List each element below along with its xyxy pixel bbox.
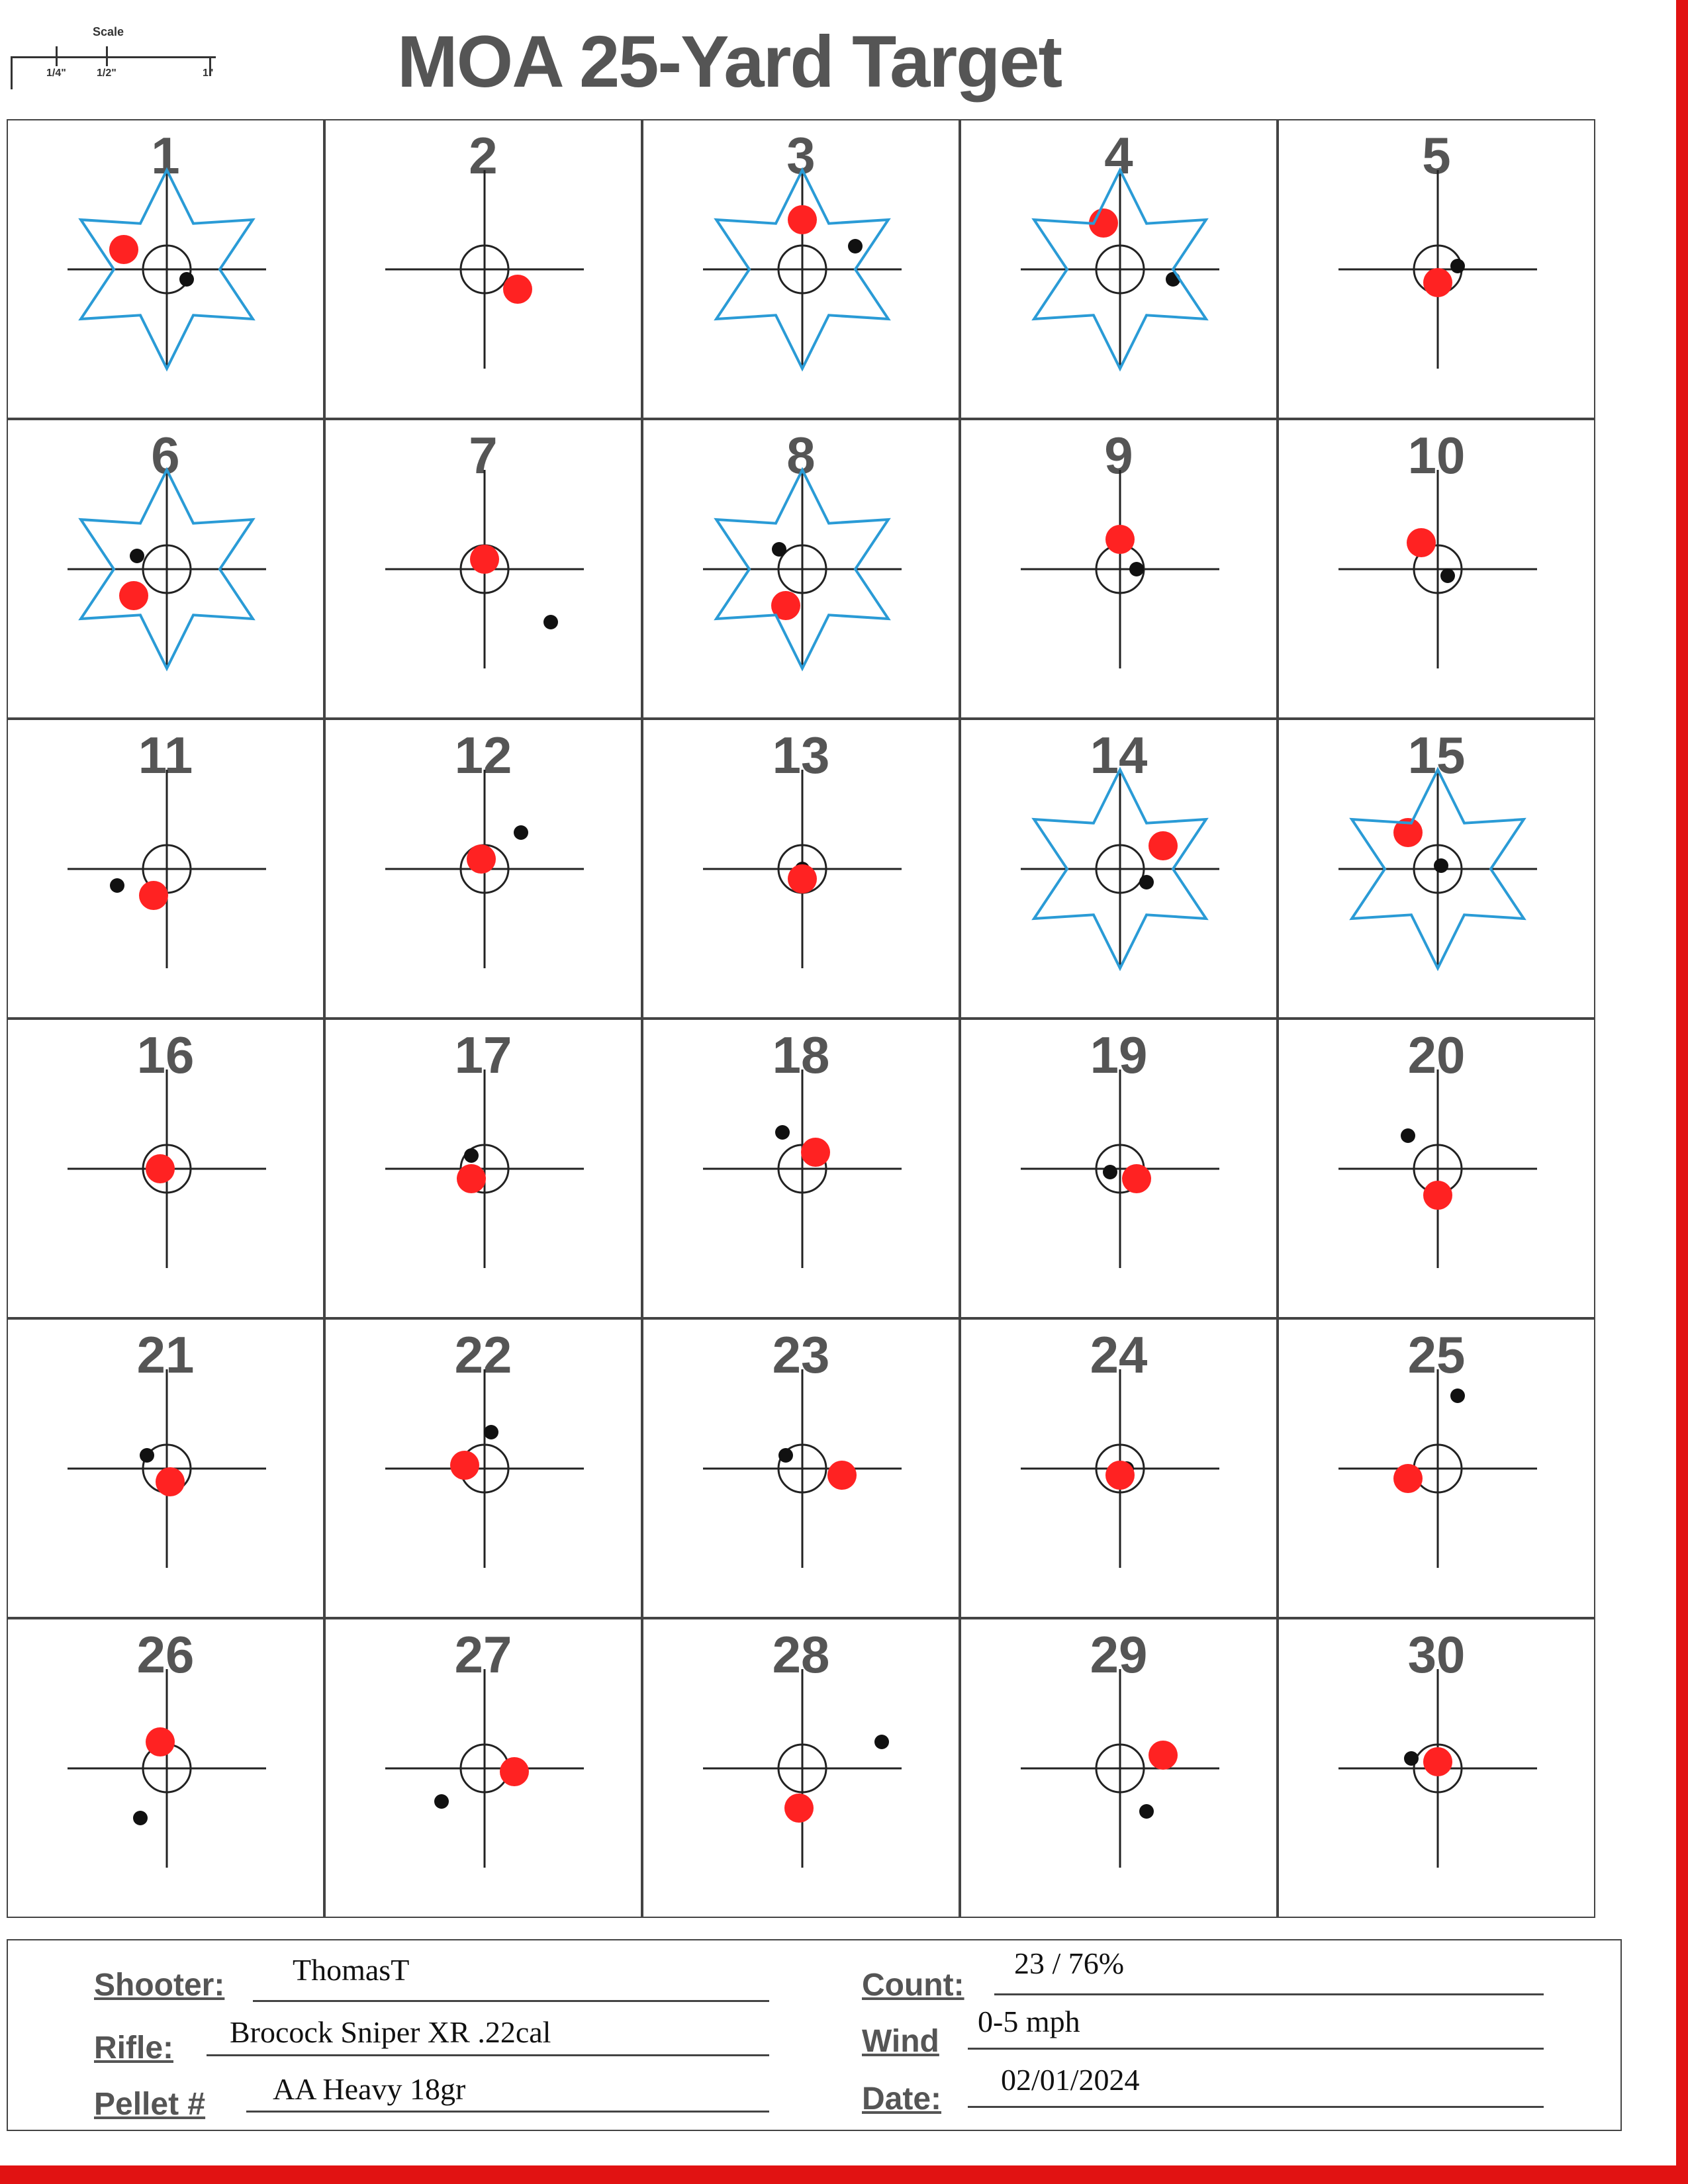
red-hit-marker xyxy=(470,545,499,574)
red-hit-marker xyxy=(1407,528,1436,557)
target-number: 12 xyxy=(454,726,512,784)
red-border-right xyxy=(1676,0,1688,2184)
crosshair-target xyxy=(1279,1619,1597,1919)
red-hit-marker xyxy=(1122,1164,1151,1193)
red-hit-marker xyxy=(467,844,496,874)
target-number: 30 xyxy=(1407,1625,1466,1684)
target-number: 16 xyxy=(136,1026,195,1084)
target-cell-29 xyxy=(960,1618,1278,1918)
crosshair-target xyxy=(643,1320,961,1619)
scale-tick xyxy=(56,46,58,66)
target-cell-19 xyxy=(960,1019,1278,1318)
crosshair-target xyxy=(8,420,326,720)
count-label: Count: xyxy=(862,1968,964,2003)
crosshair-target xyxy=(326,1020,643,1320)
shooter-line xyxy=(253,2000,769,2002)
target-number: 14 xyxy=(1090,726,1148,784)
ink-hole xyxy=(778,1448,793,1463)
ink-hole xyxy=(874,1735,889,1749)
shooter-value[interactable]: ThomasT xyxy=(293,1953,410,1987)
red-hit-marker xyxy=(119,581,148,610)
scale-label-half: 1/2" xyxy=(97,68,117,79)
ink-hole xyxy=(1129,562,1144,576)
ink-hole xyxy=(1434,858,1448,873)
target-cell-11 xyxy=(7,719,324,1019)
target-number: 28 xyxy=(772,1625,830,1684)
red-hit-marker xyxy=(146,1154,175,1183)
ink-hole xyxy=(484,1425,498,1439)
red-hit-marker xyxy=(827,1461,857,1490)
crosshair-target xyxy=(961,120,1279,420)
rifle-line xyxy=(207,2054,769,2056)
crosshair-target xyxy=(1279,720,1597,1020)
ink-hole xyxy=(140,1448,154,1463)
red-hit-marker xyxy=(1105,1461,1135,1490)
crosshair-target xyxy=(8,1020,326,1320)
red-hit-marker xyxy=(1423,268,1452,297)
crosshair-target xyxy=(643,420,961,720)
target-cell-5 xyxy=(1278,119,1595,419)
target-number: 13 xyxy=(772,726,830,784)
target-cell-27 xyxy=(324,1618,642,1918)
crosshair-target xyxy=(643,1020,961,1320)
target-cell-6 xyxy=(7,419,324,719)
crosshair-target xyxy=(326,420,643,720)
target-number: 4 xyxy=(1104,126,1133,185)
target-cell-4 xyxy=(960,119,1278,419)
target-cell-13 xyxy=(642,719,960,1019)
crosshair-target xyxy=(643,720,961,1020)
target-number: 2 xyxy=(469,126,498,185)
red-hit-marker xyxy=(1149,1741,1178,1770)
red-hit-marker xyxy=(1393,1464,1423,1493)
target-number: 19 xyxy=(1090,1026,1148,1084)
target-grid xyxy=(7,119,1595,1919)
target-cell-1 xyxy=(7,119,324,419)
red-hit-marker xyxy=(503,275,532,304)
ink-hole xyxy=(1139,875,1154,889)
target-number: 3 xyxy=(786,126,816,185)
scale-legend xyxy=(7,20,218,93)
target-cell-14 xyxy=(960,719,1278,1019)
crosshair-target xyxy=(961,1020,1279,1320)
crosshair-target xyxy=(1279,1020,1597,1320)
date-label: Date: xyxy=(862,2081,942,2116)
target-cell-8 xyxy=(642,419,960,719)
crosshair-target xyxy=(961,420,1279,720)
ink-hole xyxy=(514,825,528,840)
crosshair-target xyxy=(326,1320,643,1619)
target-number: 7 xyxy=(469,426,498,484)
target-number: 15 xyxy=(1407,726,1466,784)
count-value[interactable]: 23 / 76% xyxy=(1014,1946,1125,1980)
shooter-label: Shooter: xyxy=(94,1968,225,2003)
target-number: 21 xyxy=(136,1326,195,1384)
red-hit-marker xyxy=(450,1451,479,1480)
target-number: 26 xyxy=(136,1625,195,1684)
pellet-label: Pellet # xyxy=(94,2087,206,2122)
crosshair-target xyxy=(643,1619,961,1919)
scale-label-one: 1" xyxy=(203,68,214,79)
crosshair-target xyxy=(8,1320,326,1619)
target-cell-3 xyxy=(642,119,960,419)
target-number: 29 xyxy=(1090,1625,1148,1684)
ink-hole xyxy=(179,272,194,287)
target-cell-15 xyxy=(1278,719,1595,1019)
scale-line xyxy=(11,56,216,58)
target-number: 9 xyxy=(1104,426,1133,484)
target-number: 18 xyxy=(772,1026,830,1084)
target-cell-9 xyxy=(960,419,1278,719)
target-cell-22 xyxy=(324,1318,642,1618)
crosshair-target xyxy=(1279,420,1597,720)
crosshair-target xyxy=(326,1619,643,1919)
crosshair-target xyxy=(8,720,326,1020)
ink-hole xyxy=(1450,259,1465,273)
shooter-info-form xyxy=(7,1939,1622,2131)
red-hit-marker xyxy=(146,1727,175,1756)
scale-label-quarter: 1/4" xyxy=(46,68,66,79)
target-cell-24 xyxy=(960,1318,1278,1618)
page-title: MOA 25-Yard Target xyxy=(397,21,1062,103)
ink-hole xyxy=(543,615,558,629)
scale-title: Scale xyxy=(93,25,124,38)
date-line xyxy=(968,2106,1544,2108)
target-number: 22 xyxy=(454,1326,512,1384)
target-number: 11 xyxy=(138,726,193,784)
ink-hole xyxy=(110,878,124,893)
ink-hole xyxy=(1440,569,1455,583)
ink-hole xyxy=(1401,1128,1415,1143)
red-hit-marker xyxy=(784,1794,814,1823)
red-hit-marker xyxy=(156,1467,185,1496)
red-hit-marker xyxy=(139,881,168,910)
target-number: 10 xyxy=(1407,426,1466,484)
wind-value[interactable]: 0-5 mph xyxy=(978,2005,1080,2038)
ink-hole xyxy=(464,1148,479,1163)
wind-label: Wind xyxy=(862,2024,939,2059)
target-cell-18 xyxy=(642,1019,960,1318)
target-number: 25 xyxy=(1407,1326,1466,1384)
red-hit-marker xyxy=(1149,831,1178,860)
crosshair-target xyxy=(8,1619,326,1919)
red-hit-marker xyxy=(1105,525,1135,554)
ink-hole xyxy=(133,1811,148,1825)
target-number: 20 xyxy=(1407,1026,1466,1084)
ink-hole xyxy=(1450,1388,1465,1403)
target-number: 27 xyxy=(454,1625,512,1684)
scale-tick xyxy=(106,46,108,66)
crosshair-target xyxy=(961,720,1279,1020)
wind-line xyxy=(968,2048,1544,2050)
target-cell-20 xyxy=(1278,1019,1595,1318)
red-hit-marker xyxy=(788,864,817,893)
target-cell-30 xyxy=(1278,1618,1595,1918)
red-hit-marker xyxy=(109,235,138,264)
red-hit-marker xyxy=(801,1138,830,1167)
target-cell-2 xyxy=(324,119,642,419)
target-number: 24 xyxy=(1090,1326,1148,1384)
crosshair-target xyxy=(1279,120,1597,420)
red-hit-marker xyxy=(457,1164,486,1193)
red-hit-marker xyxy=(1423,1747,1452,1776)
crosshair-target xyxy=(643,120,961,420)
date-value[interactable]: 02/01/2024 xyxy=(1001,2063,1140,2097)
ink-hole xyxy=(130,549,144,563)
red-border-bottom xyxy=(0,2165,1688,2184)
ink-hole xyxy=(1139,1804,1154,1819)
scale-tick xyxy=(11,56,13,89)
crosshair-target xyxy=(961,1619,1279,1919)
crosshair-target xyxy=(8,120,326,420)
rifle-value[interactable]: Brocock Sniper XR .22cal xyxy=(230,2015,551,2049)
target-cell-17 xyxy=(324,1019,642,1318)
ink-hole xyxy=(775,1125,790,1140)
target-cell-28 xyxy=(642,1618,960,1918)
target-number: 1 xyxy=(151,126,180,185)
crosshair-target xyxy=(961,1320,1279,1619)
ink-hole xyxy=(772,542,786,557)
target-cell-7 xyxy=(324,419,642,719)
target-cell-23 xyxy=(642,1318,960,1618)
red-hit-marker xyxy=(500,1757,529,1786)
target-number: 17 xyxy=(454,1026,512,1084)
target-cell-10 xyxy=(1278,419,1595,719)
target-number: 6 xyxy=(151,426,180,484)
crosshair-target xyxy=(326,120,643,420)
red-hit-marker xyxy=(788,205,817,234)
target-cell-26 xyxy=(7,1618,324,1918)
target-number: 23 xyxy=(772,1326,830,1384)
red-hit-marker xyxy=(1423,1181,1452,1210)
crosshair-target xyxy=(1279,1320,1597,1619)
target-cell-12 xyxy=(324,719,642,1019)
target-cell-21 xyxy=(7,1318,324,1618)
target-number: 8 xyxy=(786,426,816,484)
pellet-line xyxy=(246,2111,769,2113)
pellet-value[interactable]: AA Heavy 18gr xyxy=(273,2072,466,2106)
target-number: 5 xyxy=(1422,126,1451,185)
target-cell-25 xyxy=(1278,1318,1595,1618)
ink-hole xyxy=(1404,1751,1419,1766)
rifle-label: Rifle: xyxy=(94,2030,173,2066)
ink-hole xyxy=(434,1794,449,1809)
ink-hole xyxy=(848,239,863,253)
crosshair-target xyxy=(326,720,643,1020)
target-cell-16 xyxy=(7,1019,324,1318)
count-line xyxy=(994,1993,1544,1995)
ink-hole xyxy=(1103,1165,1117,1179)
